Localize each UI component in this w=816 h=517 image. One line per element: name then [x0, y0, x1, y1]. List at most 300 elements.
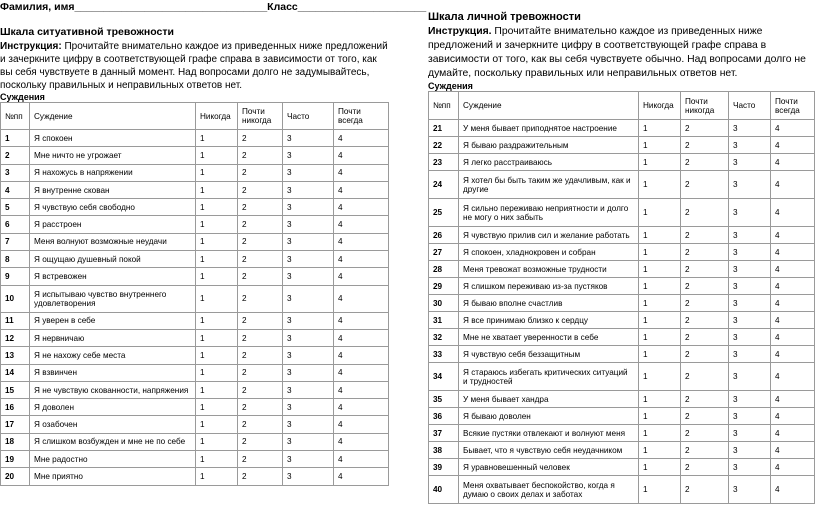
statement-text: Я уравновешенный человек	[459, 459, 639, 476]
table-row	[429, 312, 815, 329]
choice-almost-always[interactable]: 4	[334, 181, 389, 198]
choice-often[interactable]: 3	[729, 244, 771, 261]
statement-text: Я все принимаю близко к сердцу	[459, 312, 639, 329]
right-table-header	[429, 92, 815, 120]
choice-almost-never[interactable]: 2	[681, 261, 729, 278]
statement-text: Я не чувствую скованности, напряжения	[30, 381, 196, 398]
choice-often[interactable]: 3	[283, 251, 334, 268]
row-number: 29	[429, 278, 459, 295]
row-number: 1	[1, 130, 30, 147]
col-almost-never: Почти никогда	[681, 92, 729, 120]
table-row	[429, 391, 815, 408]
row-number: 20	[1, 468, 30, 485]
table-row	[1, 312, 389, 329]
row-number: 35	[429, 391, 459, 408]
row-number: 2	[1, 147, 30, 164]
choice-almost-never[interactable]: 2	[238, 147, 283, 164]
choice-often[interactable]: 3	[729, 363, 771, 391]
choice-often[interactable]: 3	[729, 137, 771, 154]
choice-almost-never[interactable]: 2	[681, 120, 729, 137]
col-number: №пп	[1, 103, 30, 130]
table-row	[1, 164, 389, 181]
choice-never[interactable]: 1	[639, 171, 681, 199]
choice-almost-never[interactable]: 2	[681, 154, 729, 171]
left-instruction	[0, 40, 388, 92]
left-instruction-text: Прочитайте внимательно каждое из приведенных ниже предложений и зачеркните цифру в соответствующей графе справа в зависимости от того, как вы себя чувствуете в данный момент. Над вопросами долго не задумывайтесь, поскольку правильных и неправильных ответов нет.	[0, 41, 388, 91]
choice-almost-always[interactable]: 4	[334, 147, 389, 164]
choice-almost-never[interactable]: 2	[681, 244, 729, 261]
choice-never[interactable]: 1	[639, 346, 681, 363]
choice-almost-always[interactable]: 4	[334, 329, 389, 346]
choice-almost-always[interactable]: 4	[771, 442, 815, 459]
table-row	[429, 459, 815, 476]
choice-often[interactable]: 3	[729, 476, 771, 504]
statement-text: Я чувствую себя свободно	[30, 199, 196, 216]
statement-text: Я чувствую прилив сил и желание работать	[459, 227, 639, 244]
statement-text: Я не нахожу себе места	[30, 347, 196, 364]
choice-often[interactable]: 3	[283, 312, 334, 329]
statement-text: Я уверен в себе	[30, 312, 196, 329]
choice-almost-never[interactable]: 2	[238, 381, 283, 398]
table-row	[429, 199, 815, 227]
row-number: 27	[429, 244, 459, 261]
left-scale-title: Шкала ситуативной тревожности	[0, 26, 174, 38]
choice-almost-never[interactable]: 2	[238, 181, 283, 198]
choice-often[interactable]: 3	[283, 130, 334, 147]
choice-almost-never[interactable]: 2	[238, 451, 283, 468]
left-table	[0, 102, 389, 486]
choice-never[interactable]: 1	[639, 425, 681, 442]
choice-often[interactable]: 3	[283, 164, 334, 181]
row-number: 22	[429, 137, 459, 154]
statement-text: Я взвинчен	[30, 364, 196, 381]
choice-often[interactable]: 3	[729, 459, 771, 476]
statement-text: Я слишком переживаю из-за пустяков	[459, 278, 639, 295]
left-instruction-label: Инструкция:	[0, 41, 62, 52]
col-never: Никогда	[196, 103, 238, 130]
choice-never[interactable]: 1	[196, 268, 238, 285]
choice-almost-never[interactable]: 2	[238, 433, 283, 450]
name-class-line: Фамилия, имя_________________________________Класс______________________	[0, 1, 427, 13]
choice-often[interactable]: 3	[283, 233, 334, 250]
table-row	[429, 442, 815, 459]
choice-almost-always[interactable]: 4	[771, 329, 815, 346]
choice-often[interactable]: 3	[283, 399, 334, 416]
col-almost-always: Почти всегда	[334, 103, 389, 130]
choice-never[interactable]: 1	[639, 459, 681, 476]
row-number: 8	[1, 251, 30, 268]
choice-never[interactable]: 1	[196, 364, 238, 381]
statement-text: Я слишком возбужден и мне не по себе	[30, 433, 196, 450]
choice-never[interactable]: 1	[196, 433, 238, 450]
choice-often[interactable]: 3	[729, 227, 771, 244]
choice-never[interactable]: 1	[639, 244, 681, 261]
row-number: 14	[1, 364, 30, 381]
choice-almost-never[interactable]: 2	[681, 137, 729, 154]
choice-never[interactable]: 1	[196, 312, 238, 329]
statement-text: Меня тревожат возможные трудности	[459, 261, 639, 278]
row-number: 11	[1, 312, 30, 329]
table-row	[1, 130, 389, 147]
row-number: 5	[1, 199, 30, 216]
table-row	[429, 171, 815, 199]
row-number: 21	[429, 120, 459, 137]
choice-almost-always[interactable]: 4	[334, 433, 389, 450]
choice-never[interactable]: 1	[196, 164, 238, 181]
choice-often[interactable]: 3	[729, 154, 771, 171]
col-almost-always: Почти всегда	[771, 92, 815, 120]
row-number: 10	[1, 285, 30, 312]
choice-often[interactable]: 3	[283, 199, 334, 216]
statement-text: Бывает, что я чувствую себя неудачником	[459, 442, 639, 459]
statement-text: Мне радостно	[30, 451, 196, 468]
statement-text: Я озабочен	[30, 416, 196, 433]
choice-often[interactable]: 3	[729, 391, 771, 408]
row-number: 32	[429, 329, 459, 346]
choice-almost-always[interactable]: 4	[334, 468, 389, 485]
row-number: 18	[1, 433, 30, 450]
personal-anxiety-scale	[428, 11, 814, 504]
right-subhead: Суждения	[428, 81, 473, 91]
row-number: 4	[1, 181, 30, 198]
choice-often[interactable]: 3	[283, 216, 334, 233]
col-often: Часто	[729, 92, 771, 120]
table-row	[1, 399, 389, 416]
right-instruction	[428, 25, 814, 81]
choice-often[interactable]: 3	[283, 364, 334, 381]
table-row	[1, 251, 389, 268]
choice-often[interactable]: 3	[283, 285, 334, 312]
choice-often[interactable]: 3	[729, 120, 771, 137]
row-number: 40	[429, 476, 459, 504]
choice-never[interactable]: 1	[196, 181, 238, 198]
row-number: 39	[429, 459, 459, 476]
choice-almost-never[interactable]: 2	[238, 164, 283, 181]
row-number: 7	[1, 233, 30, 250]
choice-almost-never[interactable]: 2	[238, 199, 283, 216]
choice-almost-always[interactable]: 4	[334, 364, 389, 381]
choice-often[interactable]: 3	[729, 312, 771, 329]
statement-text: Я нахожусь в напряжении	[30, 164, 196, 181]
choice-almost-always[interactable]: 4	[334, 381, 389, 398]
table-row	[1, 433, 389, 450]
choice-often[interactable]: 3	[729, 408, 771, 425]
statement-text: Я бываю вполне счастлив	[459, 295, 639, 312]
choice-often[interactable]: 3	[283, 347, 334, 364]
statement-text: Я сильно переживаю неприятности и долго не могу о них забыть	[459, 199, 639, 227]
choice-almost-never[interactable]: 2	[681, 391, 729, 408]
choice-never[interactable]: 1	[639, 329, 681, 346]
choice-often[interactable]: 3	[283, 268, 334, 285]
right-instruction-text: Прочитайте внимательно каждое из приведенных ниже предложений и зачеркните цифру в соответствующей графе справа в зависимости от того, как вы себя чувствуете обычно. Над вопросами долго не думайте, поскольку правильных или неправильных ответов нет.	[428, 26, 806, 79]
choice-never[interactable]: 1	[196, 147, 238, 164]
choice-almost-never[interactable]: 2	[681, 346, 729, 363]
choice-never[interactable]: 1	[639, 278, 681, 295]
choice-never[interactable]: 1	[196, 216, 238, 233]
choice-never[interactable]: 1	[639, 227, 681, 244]
choice-almost-never[interactable]: 2	[238, 216, 283, 233]
choice-often[interactable]: 3	[283, 381, 334, 398]
table-row	[1, 468, 389, 485]
choice-never[interactable]: 1	[639, 199, 681, 227]
statement-text: Мне не хватает уверенности в себе	[459, 329, 639, 346]
table-row	[1, 233, 389, 250]
choice-almost-never[interactable]: 2	[681, 199, 729, 227]
row-number: 24	[429, 171, 459, 199]
choice-almost-always[interactable]: 4	[771, 295, 815, 312]
row-number: 33	[429, 346, 459, 363]
choice-never[interactable]: 1	[639, 154, 681, 171]
col-number: №пп	[429, 92, 459, 120]
table-row	[1, 181, 389, 198]
choice-almost-never[interactable]: 2	[681, 459, 729, 476]
statement-text: У меня бывает приподнятое настроение	[459, 120, 639, 137]
row-number: 26	[429, 227, 459, 244]
choice-often[interactable]: 3	[729, 278, 771, 295]
choice-never[interactable]: 1	[196, 451, 238, 468]
row-number: 6	[1, 216, 30, 233]
choice-often[interactable]: 3	[729, 346, 771, 363]
row-number: 12	[1, 329, 30, 346]
row-number: 13	[1, 347, 30, 364]
row-number: 3	[1, 164, 30, 181]
choice-almost-always[interactable]: 4	[771, 120, 815, 137]
table-row	[429, 408, 815, 425]
choice-never[interactable]: 1	[196, 329, 238, 346]
choice-almost-never[interactable]: 2	[681, 278, 729, 295]
row-number: 28	[429, 261, 459, 278]
col-never: Никогда	[639, 92, 681, 120]
choice-never[interactable]: 1	[196, 251, 238, 268]
table-row	[429, 329, 815, 346]
choice-almost-always[interactable]: 4	[334, 233, 389, 250]
table-row	[1, 329, 389, 346]
choice-never[interactable]: 1	[196, 381, 238, 398]
statement-text: Меня волнуют возможные неудачи	[30, 233, 196, 250]
choice-almost-never[interactable]: 2	[238, 312, 283, 329]
table-row	[1, 268, 389, 285]
statement-text: Я расстроен	[30, 216, 196, 233]
col-statement: Суждение	[30, 103, 196, 130]
choice-almost-always[interactable]: 4	[771, 408, 815, 425]
choice-often[interactable]: 3	[283, 181, 334, 198]
choice-often[interactable]: 3	[729, 442, 771, 459]
choice-almost-always[interactable]: 4	[771, 154, 815, 171]
choice-often[interactable]: 3	[283, 451, 334, 468]
choice-never[interactable]: 1	[196, 285, 238, 312]
choice-never[interactable]: 1	[639, 295, 681, 312]
choice-never[interactable]: 1	[639, 442, 681, 459]
left-table-header	[1, 103, 389, 130]
choice-never[interactable]: 1	[196, 199, 238, 216]
statement-text: Я ощущаю душевный покой	[30, 251, 196, 268]
row-number: 16	[1, 399, 30, 416]
choice-often[interactable]: 3	[283, 433, 334, 450]
right-scale-title: Шкала личной тревожности	[428, 11, 581, 23]
statement-text: Я испытываю чувство внутреннего удовлетворения	[30, 285, 196, 312]
right-table	[428, 91, 815, 504]
choice-almost-never[interactable]: 2	[681, 476, 729, 504]
choice-never[interactable]: 1	[196, 233, 238, 250]
table-row	[1, 416, 389, 433]
choice-almost-always[interactable]: 4	[334, 216, 389, 233]
statement-text: Я внутренне скован	[30, 181, 196, 198]
row-number: 36	[429, 408, 459, 425]
choice-often[interactable]: 3	[729, 199, 771, 227]
choice-almost-never[interactable]: 2	[681, 312, 729, 329]
choice-never[interactable]: 1	[639, 120, 681, 137]
table-row	[1, 147, 389, 164]
table-row	[429, 476, 815, 504]
table-row	[1, 364, 389, 381]
col-almost-never: Почти никогда	[238, 103, 283, 130]
choice-almost-never[interactable]: 2	[238, 251, 283, 268]
choice-almost-never[interactable]: 2	[681, 295, 729, 312]
choice-almost-always[interactable]: 4	[334, 451, 389, 468]
table-row	[429, 295, 815, 312]
choice-almost-always[interactable]: 4	[771, 227, 815, 244]
choice-often[interactable]: 3	[729, 171, 771, 199]
choice-almost-never[interactable]: 2	[238, 347, 283, 364]
statement-text: Я стараюсь избегать критических ситуаций и трудностей	[459, 363, 639, 391]
statement-text: Я спокоен, хладнокровен и собран	[459, 244, 639, 261]
choice-often[interactable]: 3	[729, 425, 771, 442]
choice-almost-always[interactable]: 4	[334, 347, 389, 364]
choice-never[interactable]: 1	[196, 347, 238, 364]
table-row	[429, 261, 815, 278]
choice-almost-never[interactable]: 2	[238, 329, 283, 346]
choice-almost-always[interactable]: 4	[334, 268, 389, 285]
statement-text: У меня бывает хандра	[459, 391, 639, 408]
choice-often[interactable]: 3	[283, 416, 334, 433]
statement-text: Мне приятно	[30, 468, 196, 485]
choice-almost-always[interactable]: 4	[771, 171, 815, 199]
choice-never[interactable]: 1	[639, 363, 681, 391]
choice-almost-always[interactable]: 4	[771, 476, 815, 504]
table-row	[1, 451, 389, 468]
choice-almost-always[interactable]: 4	[334, 399, 389, 416]
choice-almost-never[interactable]: 2	[681, 171, 729, 199]
table-row	[1, 216, 389, 233]
choice-almost-always[interactable]: 4	[771, 363, 815, 391]
row-number: 34	[429, 363, 459, 391]
choice-almost-never[interactable]: 2	[238, 399, 283, 416]
statement-text: Я чувствую себя беззащитным	[459, 346, 639, 363]
choice-almost-always[interactable]: 4	[334, 199, 389, 216]
row-number: 31	[429, 312, 459, 329]
table-row	[429, 425, 815, 442]
choice-almost-always[interactable]: 4	[771, 244, 815, 261]
table-row	[429, 363, 815, 391]
choice-almost-always[interactable]: 4	[771, 199, 815, 227]
row-number: 37	[429, 425, 459, 442]
choice-never[interactable]: 1	[639, 391, 681, 408]
choice-almost-always[interactable]: 4	[334, 312, 389, 329]
choice-never[interactable]: 1	[196, 130, 238, 147]
choice-almost-never[interactable]: 2	[681, 442, 729, 459]
row-number: 25	[429, 199, 459, 227]
situational-anxiety-scale	[0, 26, 388, 486]
row-number: 15	[1, 381, 30, 398]
table-row	[429, 154, 815, 171]
table-row	[429, 137, 815, 154]
row-number: 23	[429, 154, 459, 171]
choice-often[interactable]: 3	[729, 295, 771, 312]
row-number: 19	[1, 451, 30, 468]
statement-text: Я хотел бы быть таким же удачливым, как и другие	[459, 171, 639, 199]
col-often: Часто	[283, 103, 334, 130]
table-row	[1, 381, 389, 398]
choice-almost-never[interactable]: 2	[238, 364, 283, 381]
choice-often[interactable]: 3	[283, 468, 334, 485]
choice-almost-always[interactable]: 4	[334, 251, 389, 268]
table-row	[1, 199, 389, 216]
choice-almost-always[interactable]: 4	[771, 137, 815, 154]
choice-almost-never[interactable]: 2	[681, 363, 729, 391]
choice-almost-always[interactable]: 4	[334, 285, 389, 312]
choice-almost-always[interactable]: 4	[771, 261, 815, 278]
statement-text: Я бываю раздражительным	[459, 137, 639, 154]
table-row	[429, 346, 815, 363]
choice-never[interactable]: 1	[639, 137, 681, 154]
choice-almost-never[interactable]: 2	[681, 329, 729, 346]
row-number: 30	[429, 295, 459, 312]
choice-never[interactable]: 1	[196, 468, 238, 485]
choice-almost-never[interactable]: 2	[238, 268, 283, 285]
choice-almost-never[interactable]: 2	[681, 425, 729, 442]
choice-almost-never[interactable]: 2	[681, 408, 729, 425]
choice-almost-never[interactable]: 2	[238, 233, 283, 250]
table-row	[429, 120, 815, 137]
statement-text: Я доволен	[30, 399, 196, 416]
choice-almost-never[interactable]: 2	[238, 130, 283, 147]
choice-never[interactable]: 1	[196, 399, 238, 416]
choice-almost-never[interactable]: 2	[681, 227, 729, 244]
row-number: 9	[1, 268, 30, 285]
choice-never[interactable]: 1	[196, 416, 238, 433]
statement-text: Я спокоен	[30, 130, 196, 147]
left-subhead: Суждения	[0, 92, 45, 102]
choice-never[interactable]: 1	[639, 261, 681, 278]
choice-often[interactable]: 3	[283, 329, 334, 346]
choice-almost-always[interactable]: 4	[771, 312, 815, 329]
choice-almost-never[interactable]: 2	[238, 468, 283, 485]
choice-often[interactable]: 3	[283, 147, 334, 164]
choice-almost-always[interactable]: 4	[334, 164, 389, 181]
choice-never[interactable]: 1	[639, 408, 681, 425]
row-number: 17	[1, 416, 30, 433]
table-row	[1, 347, 389, 364]
choice-almost-always[interactable]: 4	[771, 278, 815, 295]
choice-often[interactable]: 3	[729, 261, 771, 278]
choice-almost-always[interactable]: 4	[771, 346, 815, 363]
choice-almost-always[interactable]: 4	[334, 416, 389, 433]
choice-never[interactable]: 1	[639, 476, 681, 504]
choice-never[interactable]: 1	[639, 312, 681, 329]
choice-often[interactable]: 3	[729, 329, 771, 346]
choice-almost-never[interactable]: 2	[238, 416, 283, 433]
table-row	[429, 244, 815, 261]
statement-text: Всякие пустяки отвлекают и волнуют меня	[459, 425, 639, 442]
choice-almost-always[interactable]: 4	[771, 459, 815, 476]
choice-almost-never[interactable]: 2	[238, 285, 283, 312]
statement-text: Я бываю доволен	[459, 408, 639, 425]
statement-text: Я легко расстраиваюсь	[459, 154, 639, 171]
choice-almost-always[interactable]: 4	[334, 130, 389, 147]
choice-almost-always[interactable]: 4	[771, 391, 815, 408]
choice-almost-always[interactable]: 4	[771, 425, 815, 442]
col-statement: Суждение	[459, 92, 639, 120]
